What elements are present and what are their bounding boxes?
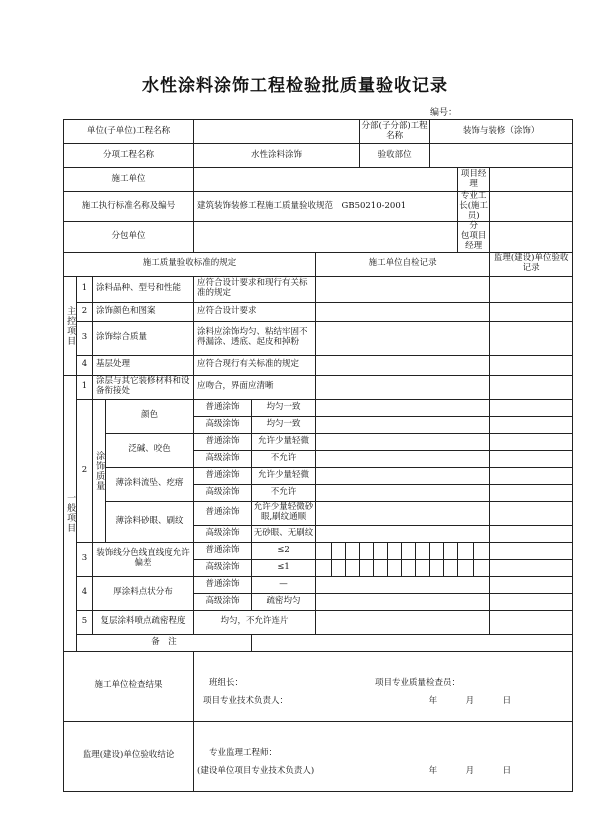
measure-cell[interactable] bbox=[316, 542, 332, 559]
coating-grade: 普通涂饰 bbox=[194, 542, 252, 559]
construction-check-signatures[interactable] bbox=[194, 651, 573, 721]
general-item-supervision[interactable] bbox=[490, 484, 573, 501]
measure-cell[interactable] bbox=[316, 559, 332, 576]
remarks-value[interactable] bbox=[252, 634, 573, 651]
quality-item-name: 薄涂料流坠、疙瘩 bbox=[106, 467, 194, 501]
tolerance-value: ≤2 bbox=[252, 542, 316, 559]
coating-grade: 高级涂饰 bbox=[194, 484, 252, 501]
coating-grade: 普通涂饰 bbox=[194, 576, 252, 593]
quality-inspector-label: 项目专业质量检查员： bbox=[375, 677, 461, 688]
measure-cell[interactable] bbox=[416, 559, 430, 576]
general-item-supervision[interactable] bbox=[490, 542, 573, 559]
main-item-requirement: 应符合设计要求和现行有关标准的规定 bbox=[194, 276, 316, 302]
coating-grade: 普通涂饰 bbox=[194, 501, 252, 525]
general-item-supervision[interactable] bbox=[490, 416, 573, 433]
standard-column-header: 施工质量验收标准的规定 bbox=[64, 252, 316, 276]
main-item-no: 1 bbox=[77, 276, 93, 302]
quality-item-name: 泛碱、咬色 bbox=[106, 433, 194, 467]
coating-quality-label: 涂饰质量 bbox=[93, 399, 106, 542]
general-item-self-check[interactable] bbox=[316, 433, 490, 450]
main-item-name: 基层处理 bbox=[93, 355, 194, 375]
coating-requirement: 均匀一致 bbox=[252, 416, 316, 433]
coating-requirement: 允许少量轻微 bbox=[252, 467, 316, 484]
acceptance-part-label: 验收部位 bbox=[360, 144, 430, 168]
measure-cell[interactable] bbox=[416, 542, 430, 559]
main-item-supervision[interactable] bbox=[490, 302, 573, 321]
general-item-name: 涂层与其它装修材料和设备衔接处 bbox=[93, 375, 194, 399]
main-item-requirement: 涂料应涂饰均匀、粘结牢固不得漏涂、透底、起皮和掉粉 bbox=[194, 321, 316, 355]
construction-check-label: 施工单位检查结果 bbox=[64, 651, 194, 721]
main-item-name: 涂饰颜色和图案 bbox=[93, 302, 194, 321]
measure-cell[interactable] bbox=[444, 542, 458, 559]
tolerance-value: ≤1 bbox=[252, 559, 316, 576]
main-item-supervision[interactable] bbox=[490, 321, 573, 355]
item-project-value[interactable]: 水性涂料涂饰 bbox=[194, 144, 360, 168]
measure-cell[interactable] bbox=[388, 542, 402, 559]
construction-unit-value[interactable] bbox=[194, 168, 458, 192]
main-item-supervision[interactable] bbox=[490, 355, 573, 375]
coating-grade: 高级涂饰 bbox=[194, 450, 252, 467]
general-item-self-check[interactable] bbox=[316, 484, 490, 501]
quality-item-name: 薄涂料砂眼、刷纹 bbox=[106, 501, 194, 542]
coating-requirement: 允许少量轻微砂眼,刷纹通顺 bbox=[252, 501, 316, 525]
general-item-supervision[interactable] bbox=[490, 433, 573, 450]
general-item-supervision[interactable] bbox=[490, 467, 573, 484]
measure-cell[interactable] bbox=[374, 559, 388, 576]
general-item-self-check[interactable] bbox=[316, 501, 490, 525]
main-item-self-check[interactable] bbox=[316, 355, 490, 375]
main-item-self-check[interactable] bbox=[316, 276, 490, 302]
main-control-label: 主控项目 bbox=[64, 276, 77, 375]
measure-cell[interactable] bbox=[402, 542, 416, 559]
general-item-self-check[interactable] bbox=[316, 416, 490, 433]
general-item-name: 厚涂料点状分布 bbox=[93, 576, 194, 610]
team-leader-label: 班组长： bbox=[209, 677, 244, 688]
general-items-label: 一般项目 bbox=[64, 375, 77, 651]
remarks-label: 备 注 bbox=[77, 634, 252, 651]
date-label: 年 月 日 bbox=[428, 695, 522, 706]
supervision-engineer-label: 专业监理工程师： bbox=[209, 747, 278, 758]
measure-cell[interactable] bbox=[360, 559, 374, 576]
general-item-supervision[interactable] bbox=[490, 375, 573, 399]
measure-cell[interactable] bbox=[402, 559, 416, 576]
measure-cell[interactable] bbox=[346, 542, 360, 559]
main-item-name: 涂饰综合质量 bbox=[93, 321, 194, 355]
measure-cell[interactable] bbox=[374, 542, 388, 559]
measure-cell[interactable] bbox=[388, 559, 402, 576]
main-item-no: 2 bbox=[77, 302, 93, 321]
supervision-column-header: 监理(建设)单位验收记录 bbox=[490, 252, 573, 276]
supervision-signatures[interactable] bbox=[194, 721, 573, 791]
general-item-no: 2 bbox=[77, 399, 93, 542]
main-item-no: 4 bbox=[77, 355, 93, 375]
foreman-value[interactable] bbox=[490, 192, 573, 222]
general-item-requirement: 应吻合，界面应清晰 bbox=[194, 375, 316, 399]
general-item-requirement: 均匀，不允许连片 bbox=[194, 610, 316, 634]
subcontractor-value[interactable] bbox=[194, 222, 458, 252]
unit-project-value[interactable] bbox=[194, 120, 360, 144]
measure-cell[interactable] bbox=[458, 542, 474, 559]
standard-value[interactable]: 建筑装饰装修工程施工质量验收规范 GB50210-2001 bbox=[194, 192, 458, 222]
general-item-self-check[interactable] bbox=[316, 576, 490, 593]
acceptance-part-value[interactable] bbox=[430, 144, 573, 168]
owner-tech-leader-label: (建设单位项目专业技术负责人) bbox=[197, 765, 315, 776]
main-item-self-check[interactable] bbox=[316, 321, 490, 355]
main-item-name: 涂料品种、型号和性能 bbox=[93, 276, 194, 302]
unit-project-label: 单位(子单位)工程名称 bbox=[64, 120, 194, 144]
general-item-name: 装饰线分色线直线度允许偏差 bbox=[93, 542, 194, 576]
coating-grade: 普通涂饰 bbox=[194, 399, 252, 416]
inspection-record-table bbox=[63, 119, 573, 792]
main-item-requirement: 应符合设计要求 bbox=[194, 302, 316, 321]
sub-project-label: 分部(子分部)工程名称 bbox=[360, 120, 430, 144]
measure-cell[interactable] bbox=[332, 559, 346, 576]
general-item-name: 复层涂料喷点疏密程度 bbox=[93, 610, 194, 634]
project-manager-label: 项目经理 bbox=[458, 168, 490, 192]
sub-manager-label: 分 包项目经理 bbox=[458, 222, 490, 252]
coating-grade: 高级涂饰 bbox=[194, 559, 252, 576]
general-item-self-check[interactable] bbox=[316, 467, 490, 484]
general-item-self-check[interactable] bbox=[316, 450, 490, 467]
general-item-supervision[interactable] bbox=[490, 593, 573, 610]
coating-grade: 高级涂饰 bbox=[194, 593, 252, 610]
measure-cell[interactable] bbox=[360, 542, 374, 559]
general-item-supervision[interactable] bbox=[490, 576, 573, 593]
standard-label: 施工执行标准名称及编号 bbox=[64, 192, 194, 222]
supervision-conclusion-label: 监理(建设)单位验收结论 bbox=[64, 721, 194, 791]
general-item-supervision[interactable] bbox=[490, 450, 573, 467]
general-item-no: 4 bbox=[77, 576, 93, 610]
coating-grade: 高级涂饰 bbox=[194, 416, 252, 433]
coating-grade: 高级涂饰 bbox=[194, 525, 252, 542]
measure-cell[interactable] bbox=[474, 542, 490, 559]
tech-leader-label: 项目专业技术负责人： bbox=[203, 695, 289, 706]
doc-number-label: 编号： bbox=[430, 108, 458, 118]
self-check-column-header: 施工单位自检记录 bbox=[316, 252, 490, 276]
coating-grade: 普通涂饰 bbox=[194, 433, 252, 450]
page-title: 水性涂料涂饰工程检验批质量验收记录 bbox=[142, 76, 448, 96]
general-item-self-check[interactable] bbox=[316, 610, 490, 634]
coating-requirement: 疏密均匀 bbox=[252, 593, 316, 610]
general-item-supervision[interactable] bbox=[490, 610, 573, 634]
general-item-supervision[interactable] bbox=[490, 559, 573, 576]
coating-requirement: 无砂眼、无刷纹 bbox=[252, 525, 316, 542]
measure-cell[interactable] bbox=[346, 559, 360, 576]
sub-project-value[interactable]: 装饰与装修（涂饰） bbox=[430, 120, 573, 144]
general-item-supervision[interactable] bbox=[490, 501, 573, 525]
coating-grade: 普通涂饰 bbox=[194, 467, 252, 484]
sub-manager-value[interactable] bbox=[490, 222, 573, 252]
coating-requirement: 不允许 bbox=[252, 484, 316, 501]
general-item-no: 5 bbox=[77, 610, 93, 634]
foreman-label: 专业工长(施工员) bbox=[459, 191, 489, 221]
item-project-label: 分项工程名称 bbox=[64, 144, 194, 168]
project-manager-value[interactable] bbox=[490, 168, 573, 192]
subcontractor-label: 分包单位 bbox=[64, 222, 194, 252]
coating-requirement: 均匀一致 bbox=[252, 399, 316, 416]
general-item-no: 1 bbox=[77, 375, 93, 399]
measure-cell[interactable] bbox=[430, 559, 444, 576]
date-label: 年 月 日 bbox=[428, 765, 522, 776]
measure-cell[interactable] bbox=[430, 542, 444, 559]
main-item-requirement: 应符合现行有关标准的规定 bbox=[194, 355, 316, 375]
general-item-supervision[interactable] bbox=[490, 525, 573, 542]
general-item-self-check[interactable] bbox=[316, 399, 490, 416]
main-item-no: 3 bbox=[77, 321, 93, 355]
measure-cell[interactable] bbox=[458, 559, 474, 576]
general-item-self-check[interactable] bbox=[316, 525, 490, 542]
measure-cell[interactable] bbox=[444, 559, 458, 576]
main-item-supervision[interactable] bbox=[490, 276, 573, 302]
general-item-no: 3 bbox=[77, 542, 93, 576]
coating-requirement: — bbox=[252, 576, 316, 593]
main-item-self-check[interactable] bbox=[316, 302, 490, 321]
construction-unit-label: 施工单位 bbox=[64, 168, 194, 192]
coating-requirement: 不允许 bbox=[252, 450, 316, 467]
quality-item-name: 颜色 bbox=[106, 399, 194, 433]
measure-cell[interactable] bbox=[332, 542, 346, 559]
general-item-self-check[interactable] bbox=[316, 375, 490, 399]
coating-requirement: 允许少量轻微 bbox=[252, 433, 316, 450]
general-item-self-check[interactable] bbox=[316, 593, 490, 610]
general-item-supervision[interactable] bbox=[490, 399, 573, 416]
measure-cell[interactable] bbox=[474, 559, 490, 576]
